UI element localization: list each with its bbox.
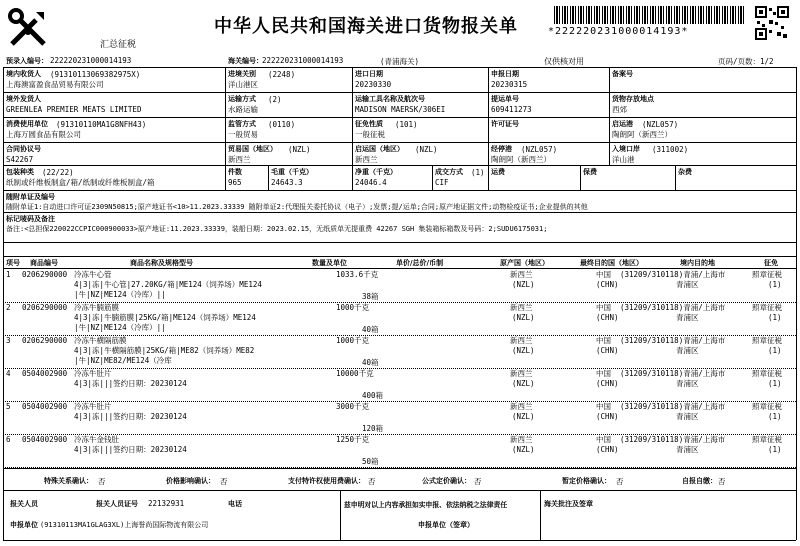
goods-origin-code: (NZL) bbox=[512, 445, 535, 454]
phone-label: 电话 bbox=[228, 500, 242, 508]
price-impact-value: 否 bbox=[220, 477, 228, 486]
goods-dest: 中国 bbox=[596, 303, 611, 312]
goods-header-dest: 最终目的国（地区） bbox=[580, 259, 643, 267]
insurance-label: 保费 bbox=[583, 168, 597, 176]
declarant-cert-label: 报关人员证号 bbox=[96, 500, 138, 508]
goods-origin: 新西兰 bbox=[510, 369, 533, 378]
trade-country-code: (NZL) bbox=[288, 145, 311, 154]
goods-header-code: 商品编号 bbox=[30, 259, 58, 267]
goods-domestic-2: 青浦区 bbox=[676, 280, 699, 289]
goods-dest: 中国 bbox=[596, 270, 611, 279]
barcode bbox=[554, 6, 744, 24]
supervision-label: 监管方式 bbox=[228, 120, 256, 128]
goods-qty: 3000千克 bbox=[336, 402, 370, 411]
goods-origin-code: (NZL) bbox=[512, 346, 535, 355]
misc-label: 杂费 bbox=[678, 168, 692, 176]
overseas-shipper-label: 境外发货人 bbox=[6, 95, 41, 103]
goods-code: 0504002900 bbox=[22, 435, 68, 444]
goods-code: 0206290000 bbox=[22, 336, 68, 345]
goods-name: 冷冻牛肚片 bbox=[74, 402, 112, 411]
consumer-code: (91310110MA1G8NFH43) bbox=[56, 120, 147, 129]
goods-no: 4 bbox=[6, 369, 11, 378]
special-relation-value: 否 bbox=[98, 477, 106, 486]
goods-domestic: (31209/310118)青浦/上海市 bbox=[620, 270, 726, 279]
goods-spec: 4|3|冻|||签约日期：20230124 bbox=[74, 445, 187, 454]
formula-price-label: 公式定价确认： bbox=[422, 477, 471, 485]
declaration-statement: 兹申明对以上内容承担如实申报、依法纳税之法律责任 bbox=[344, 501, 508, 509]
goods-code: 0504002900 bbox=[22, 402, 68, 411]
goods-spec: 4|3|冻|||签约日期：20230124 bbox=[74, 379, 187, 388]
goods-header-origin: 原产国（地区） bbox=[500, 259, 549, 267]
goods-qty: 1033.6千克 bbox=[336, 270, 379, 279]
goods-domestic: (31209/310118)青浦/上海市 bbox=[620, 402, 726, 411]
goods-dest-code: (CHN) bbox=[596, 346, 619, 355]
customs-approval-label: 海关批注及签章 bbox=[544, 500, 593, 508]
goods-qty-boxes: 38箱 bbox=[362, 292, 379, 301]
formula-price-value: 否 bbox=[474, 477, 482, 486]
net-weight: 24046.4 bbox=[355, 178, 387, 187]
departure-port-code: (NZL057) bbox=[642, 120, 679, 129]
goods-no: 1 bbox=[6, 270, 11, 279]
transport-mode-name: 水路运输 bbox=[228, 105, 258, 114]
goods-dest: 中国 bbox=[596, 435, 611, 444]
import-date-label: 进口日期 bbox=[355, 70, 383, 78]
goods-levy-code: (1) bbox=[768, 346, 782, 355]
storage-label: 货物存放地点 bbox=[612, 95, 654, 103]
goods-dest: 中国 bbox=[596, 336, 611, 345]
declarant-label: 报关人员 bbox=[10, 500, 38, 508]
deal-code: (1) bbox=[471, 168, 485, 177]
goods-name: 冷冻牛腩筋膜 bbox=[74, 303, 119, 312]
goods-origin-code: (NZL) bbox=[512, 379, 535, 388]
goods-code: 0504002900 bbox=[22, 369, 68, 378]
special-relation-label: 特殊关系确认： bbox=[44, 477, 93, 485]
declarant-cert: 22132931 bbox=[148, 499, 185, 508]
royalty-label: 支付特许权使用费确认： bbox=[288, 477, 365, 485]
bill-label: 提运单号 bbox=[491, 95, 519, 103]
levy-code: (101) bbox=[395, 120, 418, 129]
goods-spec: 4|3|冻|||签约日期：20230124 bbox=[74, 412, 187, 421]
origin-country-code: (NZL) bbox=[415, 145, 438, 154]
goods-no: 2 bbox=[6, 303, 11, 312]
goods-spec-2: |牛|NZ|ME124（冷库）|| bbox=[74, 290, 166, 299]
customs-no-label: 海关编号： bbox=[228, 57, 263, 65]
customs-number: 222220231000014193 bbox=[262, 56, 344, 65]
freight-label: 运费 bbox=[491, 168, 505, 176]
license-label: 许可证号 bbox=[491, 120, 519, 128]
goods-levy: 照章征税 bbox=[752, 303, 782, 312]
goods-spec: 4|3|冻|牛腩筋膜|25KG/箱|ME124（饲养场）ME124 bbox=[74, 313, 256, 322]
goods-code: 0206290000 bbox=[22, 303, 68, 312]
goods-no: 5 bbox=[6, 402, 11, 411]
import-date: 20230330 bbox=[355, 80, 392, 89]
goods-dest-code: (CHN) bbox=[596, 445, 619, 454]
goods-header-levy: 征免 bbox=[764, 259, 778, 267]
goods-domestic-2: 青浦区 bbox=[676, 445, 699, 454]
goods-dest-code: (CHN) bbox=[596, 412, 619, 421]
levy-label: 征免性质 bbox=[355, 120, 383, 128]
goods-origin-code: (NZL) bbox=[512, 412, 535, 421]
entry-port-label: 进境关别 bbox=[228, 70, 256, 78]
goods-domestic: (31209/310118)青浦/上海市 bbox=[620, 435, 726, 444]
gross-weight-label: 毛重（千克） bbox=[271, 168, 313, 176]
goods-domestic: (31209/310118)青浦/上海市 bbox=[620, 369, 726, 378]
pre-entry-label: 预录入编号： bbox=[6, 57, 48, 65]
origin-country-label: 启运国（地区） bbox=[355, 145, 404, 153]
levy-name: 一般征税 bbox=[355, 130, 385, 139]
goods-levy-code: (1) bbox=[768, 313, 782, 322]
qr-code-icon bbox=[755, 6, 789, 40]
goods-qty-boxes: 50箱 bbox=[362, 457, 379, 466]
goods-spec-2: |牛|NZ|ME82/ME124（冷库 bbox=[74, 356, 172, 365]
goods-qty: 1000千克 bbox=[336, 303, 370, 312]
goods-levy-code: (1) bbox=[768, 412, 782, 421]
goods-levy-code: (1) bbox=[768, 445, 782, 454]
declare-date: 20230315 bbox=[491, 80, 528, 89]
royalty-value: 否 bbox=[368, 477, 376, 486]
goods-qty-boxes: 400箱 bbox=[362, 391, 384, 400]
goods-dest-code: (CHN) bbox=[596, 379, 619, 388]
customs-place: (青浦海关) bbox=[380, 57, 420, 66]
record-no-label: 备案号 bbox=[612, 70, 633, 78]
goods-domestic-2: 青浦区 bbox=[676, 346, 699, 355]
package-label: 包装种类 bbox=[6, 168, 34, 176]
provisional-price-value: 否 bbox=[616, 477, 624, 486]
self-pay-value: 否 bbox=[718, 477, 726, 486]
marks-value: 备注:<总担保220022CCPIC000900033>原产地证:11.2023.33339，装船日期：2023.02.15，无纸质单无提重费 42267 SGH 集装箱标箱数及号码：2;SUDU6175031; bbox=[6, 225, 548, 233]
goods-dest-code: (CHN) bbox=[596, 280, 619, 289]
departure-port-label: 启运港 bbox=[612, 120, 633, 128]
docs-value: 随附单证1:自动进口许可证2309N50815;原产地证书<10>11.2023.33339 随附单证2:代理报关委托协议（电子）;发票;提/运单;合同;原产地证据文件;动物检疫证书;企业提供的其他 bbox=[6, 203, 588, 211]
transport-mode-label: 运输方式 bbox=[228, 95, 256, 103]
goods-qty-boxes: 120箱 bbox=[362, 424, 384, 433]
trade-country-name: 新西兰 bbox=[228, 155, 251, 164]
goods-levy: 照章征税 bbox=[752, 270, 782, 279]
marks-label: 标记唛码及备注 bbox=[6, 215, 55, 223]
self-pay-label: 自报自缴： bbox=[682, 477, 717, 485]
entry-port-name: 洋山港区 bbox=[228, 80, 258, 89]
goods-origin: 新西兰 bbox=[510, 303, 533, 312]
deal-name: CIF bbox=[435, 178, 449, 187]
goods-origin: 新西兰 bbox=[510, 336, 533, 345]
entry-port-code: (2248) bbox=[268, 70, 296, 79]
goods-header-price: 单价/总价/币制 bbox=[396, 259, 444, 267]
goods-domestic-2: 青浦区 bbox=[676, 313, 699, 322]
goods-name: 冷冻牛金钱肚 bbox=[74, 435, 119, 444]
customs-emblem-icon bbox=[6, 6, 50, 50]
barcode-number: *222220231000014193* bbox=[548, 26, 689, 37]
declaring-unit-label: 申报单位 bbox=[10, 521, 38, 529]
verification-note: 仅供核对用 bbox=[544, 57, 584, 66]
vessel-label: 运输工具名称及航次号 bbox=[355, 95, 425, 103]
entry-place-code: (311002) bbox=[652, 145, 689, 154]
declaring-unit-seal-label: 申报单位（签章） bbox=[418, 521, 474, 529]
goods-levy: 照章征税 bbox=[752, 369, 782, 378]
docs-label: 随附单证及编号 bbox=[6, 193, 55, 201]
goods-dest: 中国 bbox=[596, 369, 611, 378]
package-code: (22/22) bbox=[42, 168, 74, 177]
pre-entry-number: 222220231000014193 bbox=[50, 56, 132, 65]
goods-name: 冷冻牛横隔筋膜 bbox=[74, 336, 127, 345]
goods-levy-code: (1) bbox=[768, 280, 782, 289]
page-counter: 页码/页数：1/2 bbox=[718, 57, 774, 66]
goods-name: 冷冻牛心管 bbox=[74, 270, 112, 279]
transit-port-code: (NZL057) bbox=[521, 145, 558, 154]
page-title: 中华人民共和国海关进口货物报关单 bbox=[214, 16, 518, 37]
consumer-name: 上海万圆食品有限公司 bbox=[6, 130, 81, 139]
goods-spec-2: |牛|NZ|ME124（冷库）|| bbox=[74, 323, 166, 332]
overseas-shipper: GREENLEA PREMIER MEATS LIMITED bbox=[6, 105, 142, 114]
pieces-value: 965 bbox=[228, 178, 242, 187]
goods-header-name: 商品名称及规格型号 bbox=[130, 259, 193, 267]
consignee-name: 上海澳富盈食品贸易有限公司 bbox=[6, 80, 104, 89]
goods-header-qty: 数量及单位 bbox=[312, 259, 347, 267]
entry-place-label: 入境口岸 bbox=[612, 145, 640, 153]
goods-origin: 新西兰 bbox=[510, 435, 533, 444]
goods-origin: 新西兰 bbox=[510, 402, 533, 411]
package-name: 纸制或纤维板制盒/箱/纸制或纤维板制盒/箱 bbox=[6, 178, 155, 187]
goods-header-domestic: 境内目的地 bbox=[680, 259, 715, 267]
goods-qty-boxes: 40箱 bbox=[362, 325, 379, 334]
declaring-unit: (91310113MA1GLAG3XL)上海誉尚国际物流有限公司 bbox=[40, 521, 209, 529]
entry-place-name: 洋山港 bbox=[612, 155, 635, 164]
goods-origin-code: (NZL) bbox=[512, 280, 535, 289]
goods-no: 6 bbox=[6, 435, 11, 444]
bill-number: 609411273 bbox=[491, 105, 532, 114]
contract-label: 合同协议号 bbox=[6, 145, 41, 153]
goods-domestic-2: 青浦区 bbox=[676, 379, 699, 388]
transit-port-name: 陶朗阿（新西兰） bbox=[491, 155, 551, 164]
goods-qty: 10000千克 bbox=[336, 369, 374, 378]
price-impact-label: 价格影响确认： bbox=[166, 477, 215, 485]
goods-levy: 照章征税 bbox=[752, 336, 782, 345]
goods-code: 0206290000 bbox=[22, 270, 68, 279]
goods-origin: 新西兰 bbox=[510, 270, 533, 279]
goods-no: 3 bbox=[6, 336, 11, 345]
goods-domestic-2: 青浦区 bbox=[676, 412, 699, 421]
consignee-label: 境内收货人 bbox=[6, 70, 41, 78]
net-weight-label: 净重（千克） bbox=[355, 168, 397, 176]
pieces-label: 件数 bbox=[228, 168, 242, 176]
goods-qty: 1000千克 bbox=[336, 336, 370, 345]
supervision-name: 一般贸易 bbox=[228, 130, 258, 139]
contract-number: S42267 bbox=[6, 155, 34, 164]
goods-levy: 照章征税 bbox=[752, 435, 782, 444]
summary-tax-label: 汇总征税 bbox=[100, 40, 137, 50]
consumer-label: 消费使用单位 bbox=[6, 120, 48, 128]
goods-domestic: (31209/310118)青浦/上海市 bbox=[620, 303, 726, 312]
transit-port-label: 经停港 bbox=[491, 145, 512, 153]
confirmations-row bbox=[6, 476, 796, 486]
goods-levy: 照章征税 bbox=[752, 402, 782, 411]
origin-country-name: 新西兰 bbox=[355, 155, 378, 164]
deal-label: 成交方式 bbox=[435, 168, 463, 176]
storage-place: 西郊 bbox=[612, 105, 627, 114]
goods-header-no: 项号 bbox=[6, 259, 20, 267]
supervision-code: (0110) bbox=[268, 120, 296, 129]
goods-qty: 1250千克 bbox=[336, 435, 370, 444]
goods-spec: 4|3|冻|牛心管|27.20KG/箱|ME124（饲养场）ME124 bbox=[74, 280, 262, 289]
goods-qty-boxes: 40箱 bbox=[362, 358, 379, 367]
goods-levy-code: (1) bbox=[768, 379, 782, 388]
goods-spec: 4|3|冻|牛横隔筋膜|25KG/箱|ME82（饲养场）ME82 bbox=[74, 346, 255, 355]
provisional-price-label: 暂定价格确认： bbox=[562, 477, 611, 485]
gross-weight: 24643.3 bbox=[271, 178, 303, 187]
consignee-code: (91310113069382975X) bbox=[50, 70, 141, 79]
goods-origin-code: (NZL) bbox=[512, 313, 535, 322]
goods-dest: 中国 bbox=[596, 402, 611, 411]
departure-port-name: 陶朗阿（新西兰） bbox=[612, 130, 672, 139]
goods-dest-code: (CHN) bbox=[596, 313, 619, 322]
goods-domestic: (31209/310118)青浦/上海市 bbox=[620, 336, 726, 345]
vessel-name: MADISON MAERSK/306EI bbox=[355, 105, 446, 114]
trade-country-label: 贸易国（地区） bbox=[228, 145, 277, 153]
declare-date-label: 申报日期 bbox=[491, 70, 519, 78]
transport-mode-code: (2) bbox=[268, 95, 282, 104]
goods-name: 冷冻牛肚片 bbox=[74, 369, 112, 378]
goods-row-divider bbox=[3, 467, 796, 468]
